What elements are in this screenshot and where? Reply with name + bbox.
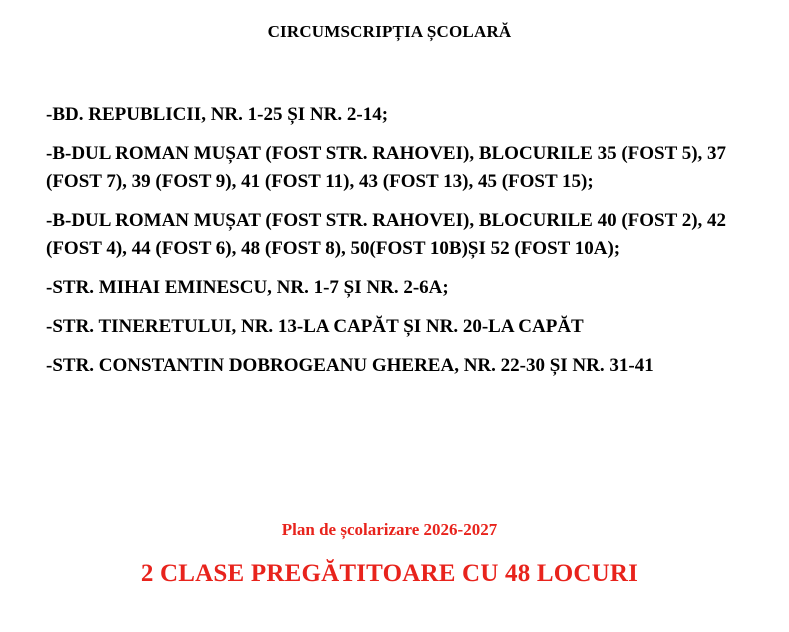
street-item: -STR. TINERETULUI, NR. 13-LA CAPĂT ȘI NR. 20-LA CAPĂT: [46, 316, 584, 337]
plan-title: Plan de școlarizare 2026-2027: [281, 520, 498, 539]
street-item: -BD. REPUBLICII, NR. 1-25 ȘI NR. 2-14;: [46, 104, 389, 125]
street-item: -STR. MIHAI EMINESCU, NR. 1-7 ȘI NR. 2-6A;: [46, 277, 449, 298]
street-item: -B-DUL ROMAN MUȘAT (FOST STR. RAHOVEI), BLOCURILE 35 (FOST 5), 37 (FOST 7), 39 (FOST 9), 41 (FOST 11), 43 (FOST 13), 45 (FOST 15);: [46, 143, 727, 192]
street-item: -STR. CONSTANTIN DOBROGEANU GHEREA, NR. 22-30 ȘI NR. 31-41: [46, 355, 654, 376]
street-list: [46, 101, 746, 391]
classes-info: 2 CLASE PREGĂTITOARE CU 48 LOCURI: [140, 560, 639, 587]
street-item: -B-DUL ROMAN MUȘAT (FOST STR. RAHOVEI), BLOCURILE 40 (FOST 2), 42 (FOST 4), 44 (FOST 6), 48 (FOST 8), 50(FOST 10B)ȘI 52 (FOST 10A);: [46, 210, 727, 259]
page-title: CIRCUMSCRIPȚIA ȘCOLARĂ: [267, 22, 512, 41]
